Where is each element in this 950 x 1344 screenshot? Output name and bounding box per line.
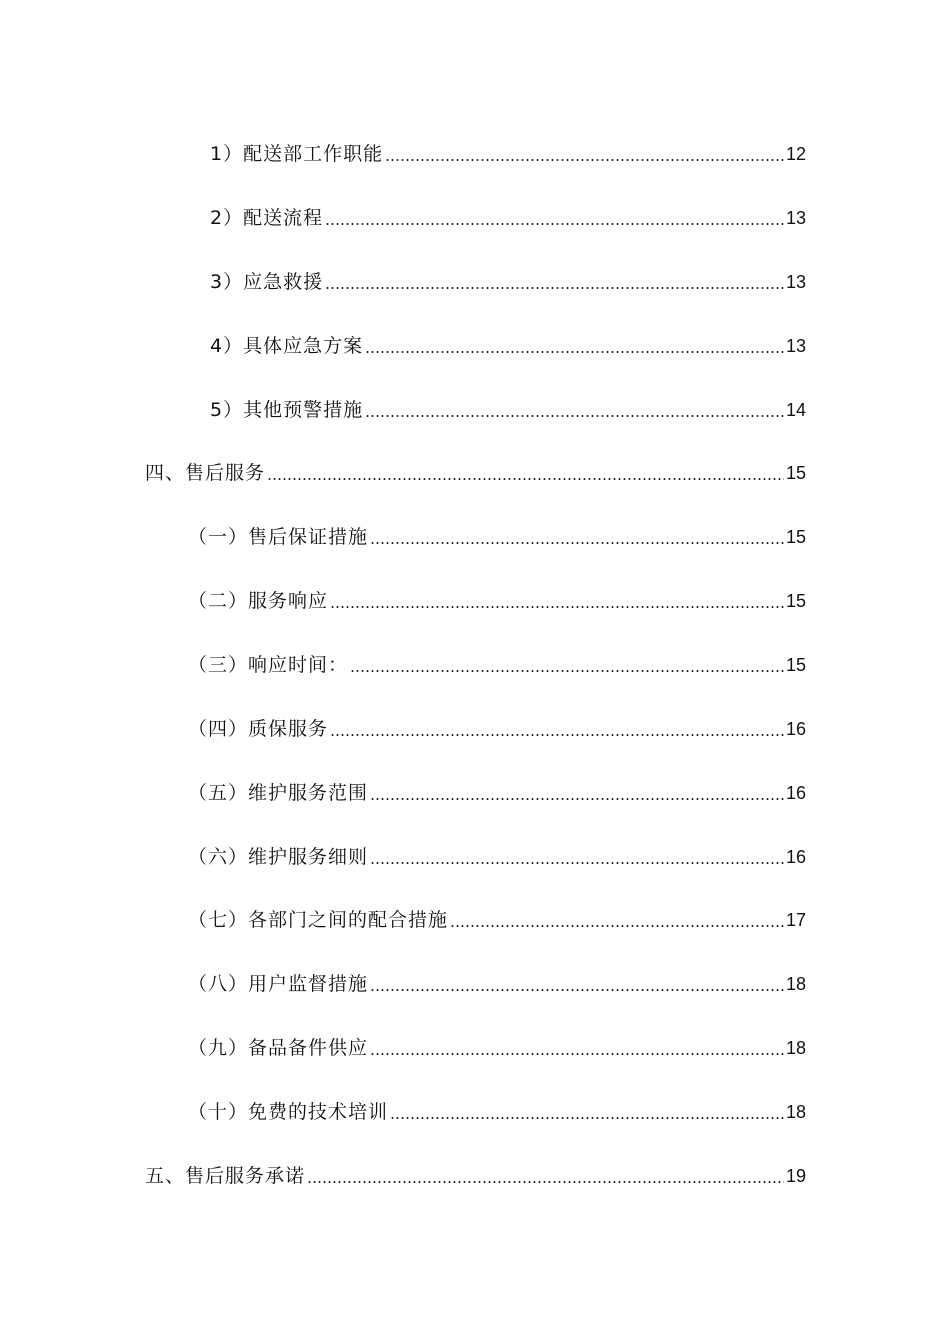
toc-entry-page: 18 bbox=[785, 1102, 806, 1122]
dot-leader bbox=[450, 925, 784, 927]
dot-leader bbox=[385, 159, 784, 161]
toc-entry[interactable] bbox=[188, 837, 806, 869]
dot-leader bbox=[330, 734, 784, 736]
dot-leader bbox=[370, 1053, 784, 1055]
toc-entry[interactable] bbox=[188, 773, 806, 805]
toc-entry[interactable] bbox=[188, 964, 806, 996]
dot-leader bbox=[370, 542, 784, 544]
dot-leader bbox=[390, 1117, 784, 1119]
toc-entry-title: （九）备品备件供应 bbox=[188, 1037, 369, 1059]
dot-leader bbox=[370, 989, 784, 991]
toc-entry-title: 五、售后服务承诺 bbox=[145, 1165, 306, 1187]
dot-leader bbox=[267, 478, 784, 480]
toc-entry-page: 13 bbox=[785, 272, 806, 292]
toc-entry[interactable] bbox=[188, 645, 806, 677]
dot-leader bbox=[350, 670, 784, 672]
toc-entry[interactable] bbox=[188, 581, 806, 613]
dot-leader bbox=[307, 1181, 784, 1183]
toc-entry[interactable] bbox=[145, 453, 806, 485]
toc-entry[interactable] bbox=[188, 1028, 806, 1060]
toc-entry[interactable] bbox=[210, 262, 806, 294]
toc-entry-title: （十）免费的技术培训 bbox=[188, 1101, 389, 1123]
toc-entry-page: 15 bbox=[785, 591, 806, 611]
toc-entry[interactable] bbox=[210, 198, 806, 230]
dot-leader bbox=[370, 798, 784, 800]
toc-entry-title: 1）配送部工作职能 bbox=[210, 143, 384, 165]
toc-entry-page: 18 bbox=[785, 1038, 806, 1058]
dot-leader bbox=[370, 862, 784, 864]
toc-entry-title: 5）其他预警措施 bbox=[210, 399, 364, 421]
toc-entry[interactable] bbox=[188, 900, 806, 932]
toc-entry[interactable] bbox=[188, 1092, 806, 1124]
toc-entry-title: （六）维护服务细则 bbox=[188, 846, 369, 868]
toc-entry[interactable] bbox=[210, 134, 806, 166]
toc-entry-title: （三）响应时间： bbox=[188, 654, 349, 676]
toc-entry-page: 17 bbox=[785, 910, 806, 930]
toc-entry-title: （五）维护服务范围 bbox=[188, 782, 369, 804]
toc-entry-page: 15 bbox=[785, 463, 806, 483]
toc-entry-title: 2）配送流程 bbox=[210, 207, 324, 229]
toc-entry[interactable] bbox=[210, 326, 806, 358]
toc-entry-title: （一）售后保证措施 bbox=[188, 526, 369, 548]
toc-entry-page: 16 bbox=[785, 719, 806, 739]
toc-entry-page: 13 bbox=[785, 336, 806, 356]
dot-leader bbox=[365, 351, 784, 353]
toc-entry-title: 4）具体应急方案 bbox=[210, 335, 364, 357]
toc-entry-page: 15 bbox=[785, 527, 806, 547]
toc-entry-title: 3）应急救援 bbox=[210, 271, 324, 293]
toc-entry[interactable] bbox=[188, 517, 806, 549]
toc-entry-page: 19 bbox=[785, 1166, 806, 1186]
toc-entry[interactable] bbox=[210, 390, 806, 422]
toc-entry-page: 16 bbox=[785, 783, 806, 803]
toc-entry[interactable] bbox=[145, 1156, 806, 1188]
toc-entry-page: 14 bbox=[785, 400, 806, 420]
dot-leader bbox=[325, 223, 784, 225]
toc-entry-title: （七）各部门之间的配合措施 bbox=[188, 909, 449, 931]
toc-entry-page: 18 bbox=[785, 974, 806, 994]
toc-entry-title: （四）质保服务 bbox=[188, 718, 329, 740]
toc-entry-page: 16 bbox=[785, 847, 806, 867]
dot-leader bbox=[325, 287, 784, 289]
dot-leader bbox=[330, 606, 784, 608]
toc-entry-title: 四、售后服务 bbox=[145, 462, 266, 484]
toc-entry-page: 13 bbox=[785, 208, 806, 228]
toc-entry-page: 15 bbox=[785, 655, 806, 675]
toc-entry-title: （八）用户监督措施 bbox=[188, 973, 369, 995]
toc-entry[interactable] bbox=[188, 709, 806, 741]
dot-leader bbox=[365, 415, 784, 417]
toc-entry-page: 12 bbox=[785, 144, 806, 164]
toc-entry-title: （二）服务响应 bbox=[188, 590, 329, 612]
